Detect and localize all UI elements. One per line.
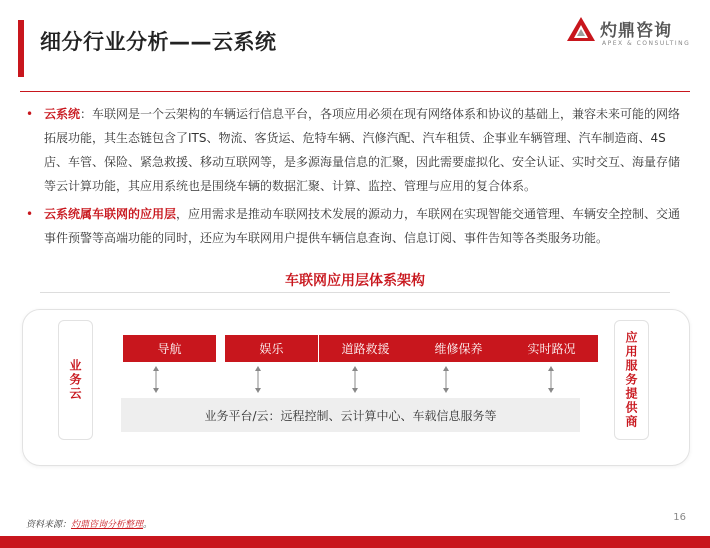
architecture-title-underline bbox=[40, 292, 670, 293]
header-accent-bar bbox=[18, 20, 24, 77]
app-live-traffic-box: 实时路况 bbox=[505, 335, 598, 362]
business-platform-label: 业务平台/云：远程控制、云计算中心、车载信息服务等 bbox=[204, 408, 497, 423]
architecture-title: 车联网应用层体系架构 bbox=[285, 273, 425, 289]
service-provider-label: 应用服务提供商 bbox=[624, 331, 638, 429]
logo-name: 灼鼎咨询 bbox=[600, 21, 672, 41]
double-arrow-icon bbox=[349, 366, 361, 393]
double-arrow-icon bbox=[150, 366, 162, 393]
bullet-item bbox=[26, 102, 686, 198]
bullet-dot-icon: • bbox=[26, 107, 34, 121]
service-provider-box bbox=[614, 320, 649, 440]
footer-accent-bar bbox=[0, 536, 710, 548]
business-platform-box bbox=[121, 398, 580, 432]
bullet-list bbox=[26, 102, 686, 254]
company-logo bbox=[566, 14, 696, 58]
header-divider bbox=[20, 91, 690, 92]
double-arrow-icon bbox=[252, 366, 264, 393]
source-suffix: 。 bbox=[143, 520, 153, 530]
triangle-logo-icon bbox=[566, 16, 596, 42]
page-title: 细分行业分析——云系统 bbox=[40, 30, 277, 54]
bullet-dot-icon: • bbox=[26, 207, 34, 221]
app-navigation-box: 导航 bbox=[123, 335, 216, 362]
bullet-keyword: 云系统 bbox=[44, 107, 81, 121]
double-arrow-icon bbox=[440, 366, 452, 393]
double-arrow-icon bbox=[545, 366, 557, 393]
page-number: 16 bbox=[673, 512, 686, 523]
source-prefix: 资料来源： bbox=[26, 520, 72, 530]
bullet-text: ：车联网是一个云架构的车辆运行信息平台，各项应用必须在现有网络体系和协议的基础上，兼容未来可能的网络拓展功能，其生态链包含了ITS、物流、客货运、危特车辆、汽修汽配、汽车租赁、企事业车辆管理、汽车制造商、4S店、车管、保险、紧急救援、移动互联网等，是多源海量信息的汇聚，因此需要虚拟化、安全认证、实时交互、海量存储等云计算功能，其应用系统也是围绕车辆的数据汇聚、计算、监控、管理与应用的复合体系。 bbox=[44, 107, 681, 193]
logo-tagline: APEX & CONSULTING bbox=[602, 40, 691, 47]
bullet-keyword: 云系统属车联网的应用层 bbox=[44, 207, 177, 221]
business-cloud-label: 业务云 bbox=[68, 359, 82, 401]
business-cloud-box bbox=[58, 320, 93, 440]
bullet-item bbox=[26, 202, 686, 250]
app-road-rescue-box: 道路救援 bbox=[319, 335, 412, 362]
source-link[interactable]: 灼鼎咨询分析整理 bbox=[71, 520, 144, 530]
app-maintenance-box: 维修保养 bbox=[412, 335, 505, 362]
source-note bbox=[26, 517, 152, 530]
app-entertainment-box: 娱乐 bbox=[225, 335, 318, 362]
bullet-text: ，应用需求是推动车联网技术发展的源动力，车联网在实现智能交通管理、车辆安全控制、交通事件预警等高端功能的同时，还应为车联网用户提供车辆信息查询、信息订阅、事件告知等各类服务功能。 bbox=[44, 207, 681, 245]
